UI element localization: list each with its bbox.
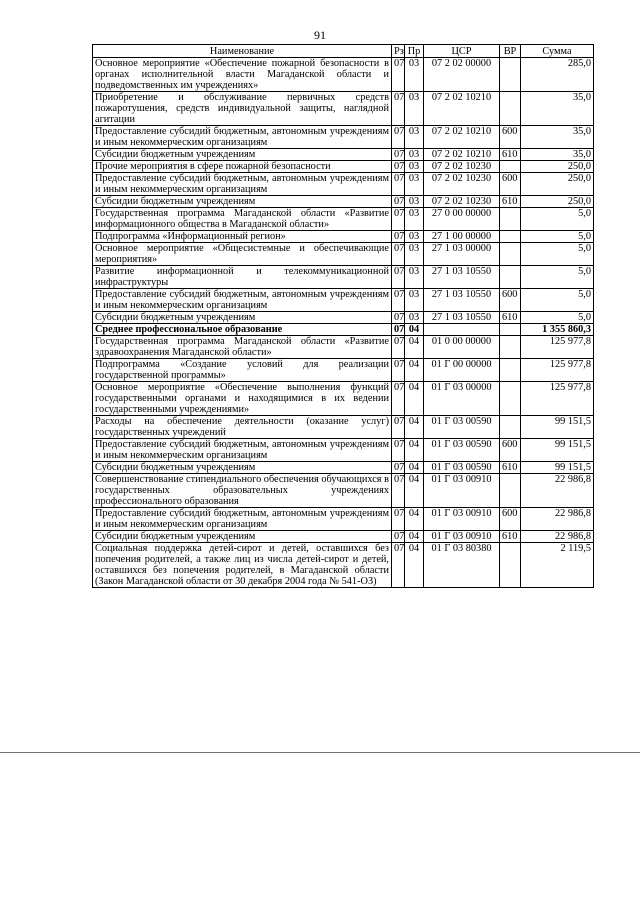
- row-pr-cell: 04: [405, 382, 424, 416]
- row-rz-cell: 07: [392, 439, 405, 462]
- row-sum-cell: 22 986,8: [521, 474, 594, 508]
- row-csr-cell: 01 Г 00 00000: [424, 359, 500, 382]
- row-rz-cell: 07: [392, 58, 405, 92]
- table-row: [93, 312, 594, 324]
- row-csr-cell: 01 Г 03 00910: [424, 508, 500, 531]
- row-vr-cell: 610: [500, 462, 521, 474]
- row-vr-cell: [500, 58, 521, 92]
- row-vr-cell: 600: [500, 173, 521, 196]
- row-csr-cell: 01 Г 03 00590: [424, 439, 500, 462]
- row-rz-cell: 07: [392, 462, 405, 474]
- row-rz-cell: 07: [392, 312, 405, 324]
- budget-table: [92, 44, 594, 588]
- row-vr-cell: [500, 243, 521, 266]
- row-rz-cell: 07: [392, 161, 405, 173]
- table-row: [93, 196, 594, 208]
- row-csr-cell: 01 Г 03 00000: [424, 382, 500, 416]
- table-row: [93, 324, 594, 336]
- row-csr-cell: 27 1 03 10550: [424, 312, 500, 324]
- row-sum-cell: 250,0: [521, 196, 594, 208]
- row-csr-cell: 07 2 02 10230: [424, 173, 500, 196]
- row-vr-cell: 610: [500, 312, 521, 324]
- row-sum-cell: 5,0: [521, 312, 594, 324]
- row-vr-cell: [500, 382, 521, 416]
- header-pr: Пр: [405, 45, 424, 58]
- row-vr-cell: 600: [500, 126, 521, 149]
- table-row: [93, 243, 594, 266]
- row-name-cell: Прочие мероприятия в сфере пожарной безопасности: [93, 161, 392, 173]
- row-pr-cell: 04: [405, 416, 424, 439]
- table-row: [93, 474, 594, 508]
- row-vr-cell: [500, 474, 521, 508]
- row-name-cell: Приобретение и обслуживание первичных средств пожаротушения, средств индивидуальной защиты, наглядной агитации: [93, 92, 392, 126]
- row-name-cell: Основное мероприятие «Обеспечение выполнения функций государственными органами и находящимися в их ведении государственными учреждениями»: [93, 382, 392, 416]
- table-row: [93, 439, 594, 462]
- header-vr: ВР: [500, 45, 521, 58]
- row-pr-cell: 03: [405, 58, 424, 92]
- row-pr-cell: 03: [405, 92, 424, 126]
- row-vr-cell: 600: [500, 439, 521, 462]
- row-rz-cell: 07: [392, 266, 405, 289]
- table-row: [93, 161, 594, 173]
- row-name-cell: Среднее профессиональное образование: [93, 324, 392, 336]
- row-pr-cell: 03: [405, 208, 424, 231]
- row-csr-cell: 27 1 03 10550: [424, 266, 500, 289]
- table-row: [93, 266, 594, 289]
- row-name-cell: Государственная программа Магаданской области «Развитие здравоохранения Магаданской области»: [93, 336, 392, 359]
- row-pr-cell: 04: [405, 324, 424, 336]
- row-name-cell: Предоставление субсидий бюджетным, автономным учреждениям и иным некоммерческим организациям: [93, 173, 392, 196]
- row-pr-cell: 03: [405, 312, 424, 324]
- row-vr-cell: [500, 336, 521, 359]
- row-vr-cell: 600: [500, 289, 521, 312]
- row-sum-cell: 99 151,5: [521, 462, 594, 474]
- row-pr-cell: 03: [405, 126, 424, 149]
- row-pr-cell: 03: [405, 231, 424, 243]
- row-rz-cell: 07: [392, 243, 405, 266]
- row-name-cell: Субсидии бюджетным учреждениям: [93, 462, 392, 474]
- row-vr-cell: [500, 543, 521, 588]
- table-row: [93, 543, 594, 588]
- row-vr-cell: [500, 416, 521, 439]
- row-pr-cell: 04: [405, 543, 424, 588]
- row-sum-cell: 22 986,8: [521, 531, 594, 543]
- row-sum-cell: 250,0: [521, 173, 594, 196]
- table-body: [93, 58, 594, 588]
- row-rz-cell: 07: [392, 289, 405, 312]
- row-name-cell: Основное мероприятие «Общесистемные и обеспечивающие мероприятия»: [93, 243, 392, 266]
- row-csr-cell: 07 2 02 10230: [424, 196, 500, 208]
- table-row: [93, 531, 594, 543]
- row-name-cell: Предоставление субсидий бюджетным, автономным учреждениям и иным некоммерческим организациям: [93, 289, 392, 312]
- row-vr-cell: [500, 92, 521, 126]
- table-row: [93, 289, 594, 312]
- row-sum-cell: 285,0: [521, 58, 594, 92]
- header-csr: ЦСР: [424, 45, 500, 58]
- row-rz-cell: 07: [392, 324, 405, 336]
- row-sum-cell: 5,0: [521, 289, 594, 312]
- row-rz-cell: 07: [392, 382, 405, 416]
- table-row: [93, 126, 594, 149]
- bottom-rule: [0, 752, 640, 753]
- row-csr-cell: 01 Г 03 00590: [424, 416, 500, 439]
- row-sum-cell: 35,0: [521, 92, 594, 126]
- row-vr-cell: 610: [500, 196, 521, 208]
- table-row: [93, 382, 594, 416]
- row-rz-cell: 07: [392, 474, 405, 508]
- row-rz-cell: 07: [392, 231, 405, 243]
- row-sum-cell: 99 151,5: [521, 439, 594, 462]
- row-rz-cell: 07: [392, 543, 405, 588]
- row-csr-cell: 07 2 02 10210: [424, 149, 500, 161]
- row-sum-cell: 125 977,8: [521, 336, 594, 359]
- row-sum-cell: 125 977,8: [521, 382, 594, 416]
- row-name-cell: Субсидии бюджетным учреждениям: [93, 312, 392, 324]
- row-vr-cell: 600: [500, 508, 521, 531]
- table-header-row: [93, 45, 594, 58]
- row-rz-cell: 07: [392, 508, 405, 531]
- row-vr-cell: [500, 208, 521, 231]
- row-rz-cell: 07: [392, 336, 405, 359]
- table-row: [93, 208, 594, 231]
- row-csr-cell: 27 1 03 10550: [424, 289, 500, 312]
- row-csr-cell: 01 Г 03 80380: [424, 543, 500, 588]
- row-csr-cell: 27 1 03 00000: [424, 243, 500, 266]
- row-sum-cell: 125 977,8: [521, 359, 594, 382]
- row-pr-cell: 04: [405, 508, 424, 531]
- row-pr-cell: 04: [405, 531, 424, 543]
- row-pr-cell: 04: [405, 439, 424, 462]
- row-csr-cell: 01 Г 03 00910: [424, 531, 500, 543]
- row-rz-cell: 07: [392, 208, 405, 231]
- row-vr-cell: 610: [500, 149, 521, 161]
- row-vr-cell: [500, 266, 521, 289]
- row-sum-cell: 1 355 860,3: [521, 324, 594, 336]
- table-row: [93, 149, 594, 161]
- table-row: [93, 92, 594, 126]
- row-rz-cell: 07: [392, 196, 405, 208]
- page-number: 91: [314, 28, 326, 42]
- row-vr-cell: [500, 161, 521, 173]
- table-row: [93, 231, 594, 243]
- row-csr-cell: 07 2 02 10210: [424, 92, 500, 126]
- header-name: Наименование: [93, 45, 392, 58]
- row-sum-cell: 99 151,5: [521, 416, 594, 439]
- table-row: [93, 58, 594, 92]
- row-pr-cell: 04: [405, 474, 424, 508]
- row-rz-cell: 07: [392, 126, 405, 149]
- row-name-cell: Совершенствование стипендиального обеспечения обучающихся в государственных образовательных учреждениях профессионального образования: [93, 474, 392, 508]
- row-csr-cell: 07 2 02 10210: [424, 126, 500, 149]
- row-name-cell: Субсидии бюджетным учреждениям: [93, 531, 392, 543]
- row-sum-cell: 35,0: [521, 149, 594, 161]
- row-sum-cell: 5,0: [521, 266, 594, 289]
- row-sum-cell: 5,0: [521, 208, 594, 231]
- row-name-cell: Подпрограмма «Информационный регион»: [93, 231, 392, 243]
- row-name-cell: Субсидии бюджетным учреждениям: [93, 149, 392, 161]
- row-sum-cell: 250,0: [521, 161, 594, 173]
- table-row: [93, 359, 594, 382]
- row-sum-cell: 35,0: [521, 126, 594, 149]
- row-sum-cell: 5,0: [521, 243, 594, 266]
- row-pr-cell: 03: [405, 149, 424, 161]
- table-row: [93, 462, 594, 474]
- table-row: [93, 336, 594, 359]
- table-row: [93, 173, 594, 196]
- row-name-cell: Субсидии бюджетным учреждениям: [93, 196, 392, 208]
- row-sum-cell: 5,0: [521, 231, 594, 243]
- row-rz-cell: 07: [392, 359, 405, 382]
- header-rz: Рз: [392, 45, 405, 58]
- row-csr-cell: [424, 324, 500, 336]
- row-csr-cell: 27 1 00 00000: [424, 231, 500, 243]
- row-csr-cell: 01 Г 03 00910: [424, 474, 500, 508]
- row-sum-cell: 2 119,5: [521, 543, 594, 588]
- row-pr-cell: 04: [405, 462, 424, 474]
- row-pr-cell: 04: [405, 336, 424, 359]
- row-pr-cell: 03: [405, 266, 424, 289]
- table-row: [93, 416, 594, 439]
- row-rz-cell: 07: [392, 173, 405, 196]
- table-row: [93, 508, 594, 531]
- row-pr-cell: 03: [405, 243, 424, 266]
- row-pr-cell: 04: [405, 359, 424, 382]
- row-name-cell: Подпрограмма «Создание условий для реализации государственной программы»: [93, 359, 392, 382]
- row-csr-cell: 01 0 00 00000: [424, 336, 500, 359]
- row-name-cell: Предоставление субсидий бюджетным, автономным учреждениям и иным некоммерческим организациям: [93, 126, 392, 149]
- row-csr-cell: 07 2 02 00000: [424, 58, 500, 92]
- row-vr-cell: [500, 324, 521, 336]
- row-rz-cell: 07: [392, 149, 405, 161]
- row-name-cell: Предоставление субсидий бюджетным, автономным учреждениям и иным некоммерческим организациям: [93, 439, 392, 462]
- row-rz-cell: 07: [392, 416, 405, 439]
- row-csr-cell: 07 2 02 10230: [424, 161, 500, 173]
- row-name-cell: Государственная программа Магаданской области «Развитие информационного общества в Магаданской области»: [93, 208, 392, 231]
- row-csr-cell: 27 0 00 00000: [424, 208, 500, 231]
- header-sum: Сумма: [521, 45, 594, 58]
- row-pr-cell: 03: [405, 161, 424, 173]
- row-pr-cell: 03: [405, 173, 424, 196]
- row-rz-cell: 07: [392, 531, 405, 543]
- row-name-cell: Развитие информационной и телекоммуникационной инфраструктуры: [93, 266, 392, 289]
- row-name-cell: Расходы на обеспечение деятельности (оказание услуг) государственных учреждений: [93, 416, 392, 439]
- row-vr-cell: [500, 231, 521, 243]
- row-pr-cell: 03: [405, 289, 424, 312]
- row-vr-cell: 610: [500, 531, 521, 543]
- row-sum-cell: 22 986,8: [521, 508, 594, 531]
- row-vr-cell: [500, 359, 521, 382]
- row-name-cell: Предоставление субсидий бюджетным, автономным учреждениям и иным некоммерческим организациям: [93, 508, 392, 531]
- row-pr-cell: 03: [405, 196, 424, 208]
- row-rz-cell: 07: [392, 92, 405, 126]
- row-name-cell: Социальная поддержка детей-сирот и детей, оставшихся без попечения родителей, а также лиц из числа детей-сирот и детей, оставшихся без попечения родителей, в Магаданской области (Закон Магаданской области от 30 декабря 2004 года № 541-ОЗ): [93, 543, 392, 588]
- row-csr-cell: 01 Г 03 00590: [424, 462, 500, 474]
- row-name-cell: Основное мероприятие «Обеспечение пожарной безопасности в органах исполнительной власти Магаданской области и подведомственных им учреждениях»: [93, 58, 392, 92]
